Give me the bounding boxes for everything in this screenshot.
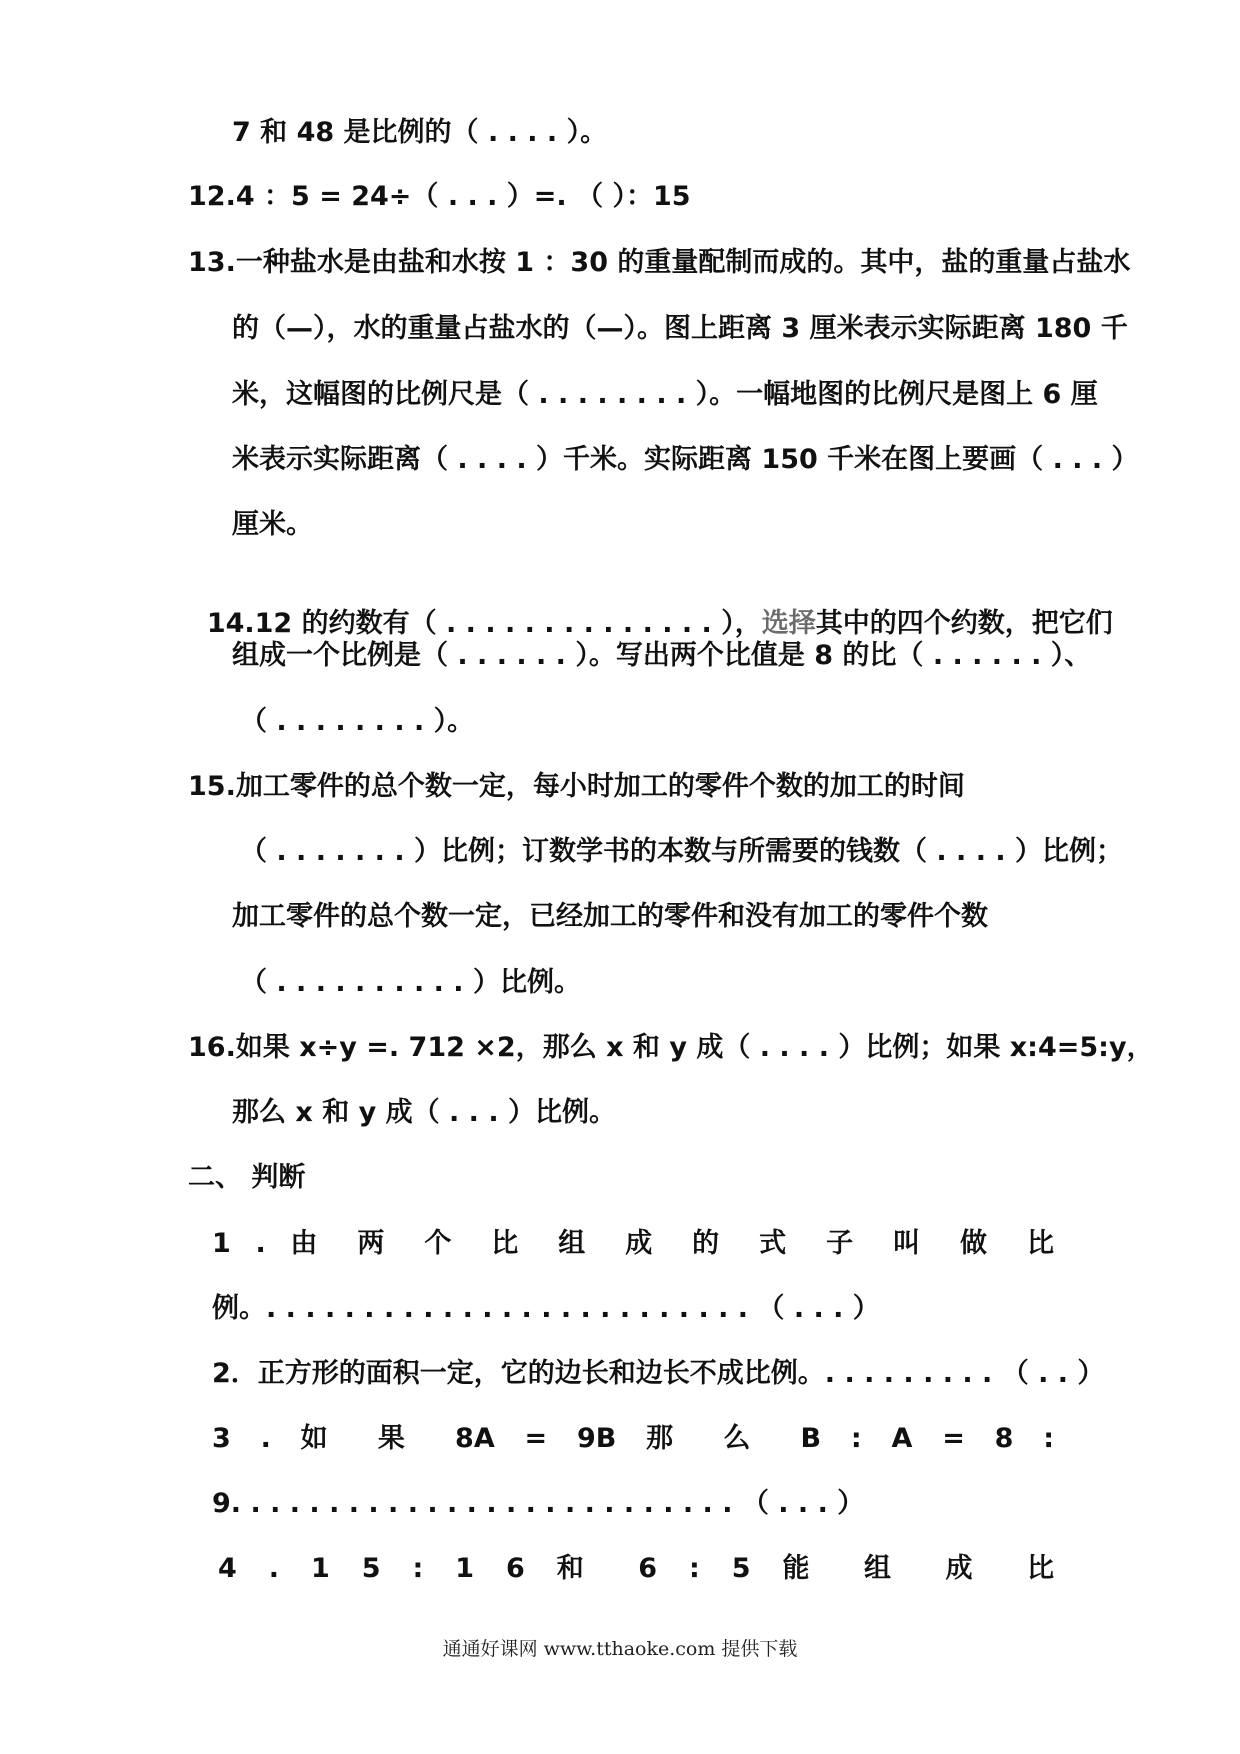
judge-1-line-1: 1 . 由 两 个 比 组 成 的 式 子 叫 做 比 (212, 1228, 1054, 1259)
section-2-heading: 二、 判断 (188, 1162, 306, 1193)
judge-3-line-2: 9. . . . . . . . . . . . . . . . . . . . . . . . . . （ . . . ） (212, 1488, 865, 1519)
question-16-line-1: 16.如果 x÷y =. 712 ×2，那么 x 和 y 成（ . . . . ）比例；如果 x:4=5:y， (188, 1032, 1154, 1063)
judge-1-line-2: 例。. . . . . . . . . . . . . . . . . . . . . . . . . （ . . . ） (212, 1293, 880, 1324)
question-14-line-1-end: 其中的四个约数，把它们 (815, 608, 1113, 639)
question-11-continuation: 7 和 48 是比例的（ . . . . ）。 (232, 117, 608, 148)
question-15-line-3: 加工零件的总个数一定，已经加工的零件和没有加工的零件个数 (232, 901, 988, 932)
question-14-line-1 (188, 573, 1113, 641)
judge-2: 2．正方形的面积一定，它的边长和边长不成比例。. . . . . . . . . （ . . ） (212, 1358, 1105, 1389)
question-13-line-2: 的（—），水的重量占盐水的（—）。图上距离 3 厘米表示实际距离 180 千 (232, 313, 1128, 344)
judge-4-line-1: 4 . 1 5 : 1 6 和 6 : 5 能 组 成 比 (218, 1553, 1054, 1584)
question-15-line-2: （ . . . . . . . ）比例；订数学书的本数与所需要的钱数（ . . . . ）比例； (240, 836, 1124, 867)
question-14-line-1-start: 14.12 的约数有（ . . . . . . . . . . . . . . ）， (206, 608, 762, 639)
question-13-line-5: 厘米。 (232, 509, 313, 540)
question-13-line-4: 米表示实际距离（ . . . . ）千米。实际距离 150 千米在图上要画（ . . . ） (232, 444, 1139, 475)
question-16-line-2: 那么 x 和 y 成（ . . . ）比例。 (232, 1097, 616, 1128)
question-14-line-2: 组成一个比例是（ . . . . . . ）。写出两个比值是 8 的比（ . . . . . . ）、 (232, 640, 1092, 671)
question-15-line-4: （ . . . . . . . . . . ）比例。 (240, 967, 581, 998)
question-14-line-3: （ . . . . . . . . ）。 (240, 706, 475, 737)
question-14-highlight: 选择 (761, 608, 816, 639)
page-footer: 通通好课网 www.tthaoke.com 提供下载 (442, 1638, 798, 1660)
question-12: 12.4 ：5 = 24÷（ . . . ）=. （ ）：15 (188, 181, 691, 212)
question-15-line-1: 15.加工零件的总个数一定，每小时加工的零件个数的加工的时间 (188, 771, 965, 802)
question-13-line-3: 米，这幅图的比例尺是（ . . . . . . . . ）。一幅地图的比例尺是图上 6 厘 (232, 379, 1098, 410)
judge-3-line-1: 3 . 如 果 8A = 9B 那 么 B : A = 8 : (212, 1423, 1054, 1454)
question-13-line-1: 13.一种盐水是由盐和水按 1 ：30 的重量配制而成的。其中，盐的重量占盐水 (188, 247, 1131, 278)
